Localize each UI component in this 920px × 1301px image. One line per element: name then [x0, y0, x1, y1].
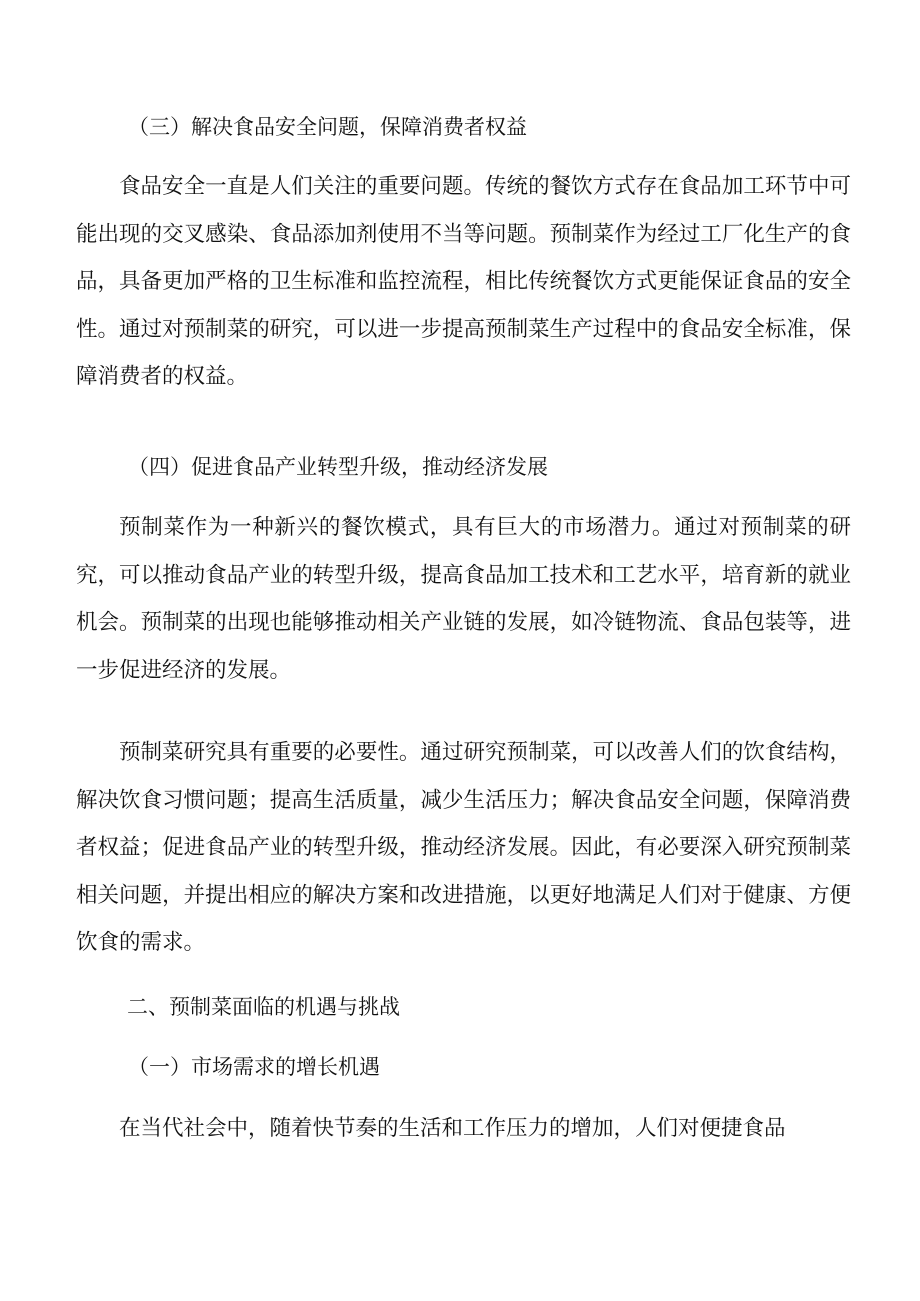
subheading-three: （三）解决食品安全问题，保障消费者权益	[128, 115, 527, 139]
subheading-one: （一）市场需求的增长机遇	[128, 1055, 380, 1079]
subheading-four: （四）促进食品产业转型升级，推动经济发展	[128, 455, 548, 479]
paragraph-summary: 预制菜研究具有重要的必要性。通过研究预制菜，可以改善人们的饮食结构，解决饮食习惯问题；提高生活质量，减少生活压力；解决食品安全问题，保障消费者权益；促进食品产业的转型升级，推动经济发展。因此，有必要深入研究预制菜相关问题，并提出相应的解决方案和改进措施，以更好地满足人们对于健康、方便饮食的需求。	[76, 740, 851, 955]
paragraph-industry: 预制菜作为一种新兴的餐饮模式，具有巨大的市场潜力。通过对预制菜的研究，可以推动食品产业的转型升级，提高食品加工技术和工艺水平，培育新的就业机会。预制菜的出现也能够推动相关产业链的发展，如冷链物流、食品包装等，进一步促进经济的发展。	[76, 515, 851, 683]
paragraph-market: 在当代社会中，随着快节奏的生活和工作压力的增加，人们对便捷食品	[119, 1116, 786, 1141]
section-heading-two: 二、预制菜面临的机遇与挑战	[127, 995, 400, 1019]
paragraph-food-safety: 食品安全一直是人们关注的重要问题。传统的餐饮方式存在食品加工环节中可能出现的交叉感染、食品添加剂使用不当等问题。预制菜作为经过工厂化生产的食品，具备更加严格的卫生标准和监控流程，相比传统餐饮方式更能保证食品的安全性。通过对预制菜的研究，可以进一步提高预制菜生产过程中的食品安全标准，保障消费者的权益。	[76, 174, 851, 389]
